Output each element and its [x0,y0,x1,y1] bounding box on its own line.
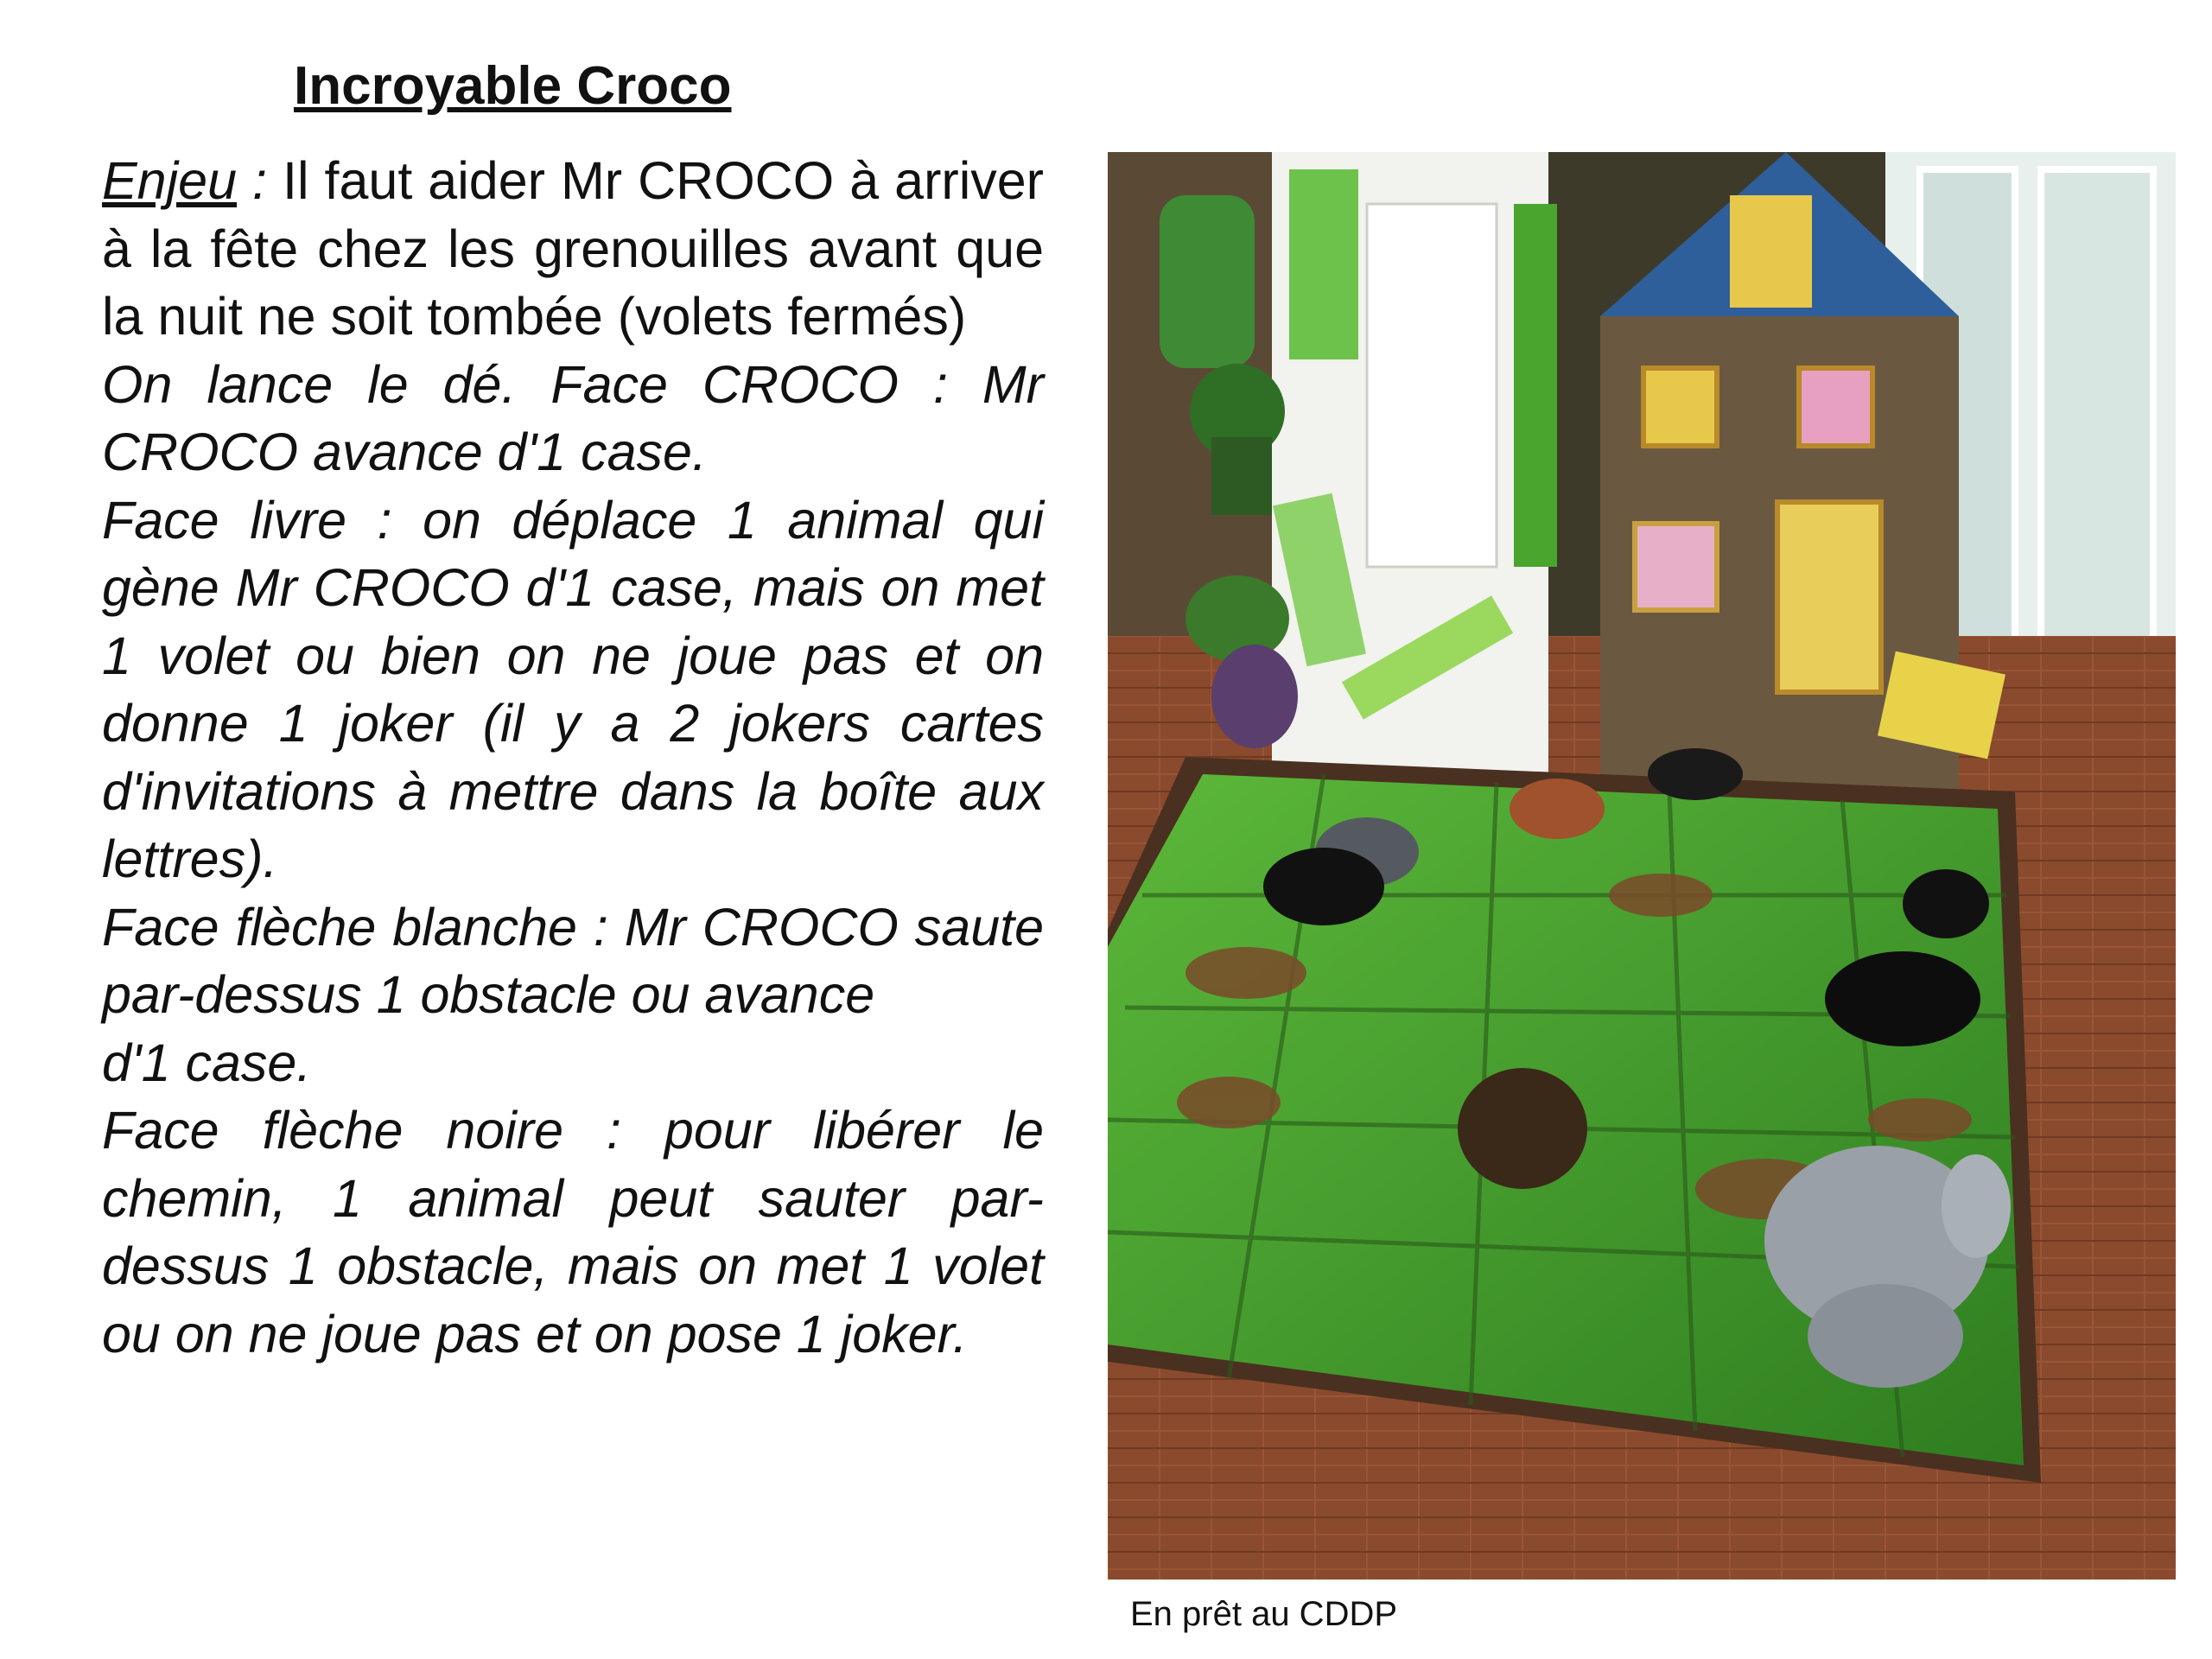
rules-paragraph-enjeu [102,147,1044,351]
keyword-enjeu: Enjeu [102,151,238,210]
rules-paragraph-livre: Face livre : on déplace 1 animal qui gène Mr CROCO d'1 case, mais on met 1 volet ou bien on ne joue pas et on donne 1 joker (il y a 2 jokers cartes d'invitations à mettre dans la boîte aux lettres). [102,490,1044,888]
game-rules-text [102,147,1044,1368]
rules-text-enjeu: Il faut aider Mr CROCO à arriver à la fête chez les grenouilles avant que la nuit ne soit tombée (volets fermés) [102,151,1044,346]
page-title: Incroyable Croco [294,56,732,116]
rules-paragraph-fleche-blanche: Face flèche blanche : Mr CROCO saute par-dessus 1 obstacle ou avance [102,897,1044,1024]
rules-paragraph-fleche-blanche-cont: d'1 case. [102,1033,312,1092]
keyword-separator: : [237,151,283,210]
board-game-photo [1108,152,2176,1580]
rules-paragraph-fleche-noire: Face flèche noire : pour libérer le chemin, 1 animal peut sauter par-dessus 1 obstacle, mais on met 1 volet ou on ne joue pas et on pose 1 joker. [102,1101,1044,1363]
photo-caption: En prêt au CDDP [1130,1595,1398,1633]
rules-paragraph-croco: On lance le dé. Face CROCO : Mr CROCO avance d'1 case. [102,354,1044,481]
